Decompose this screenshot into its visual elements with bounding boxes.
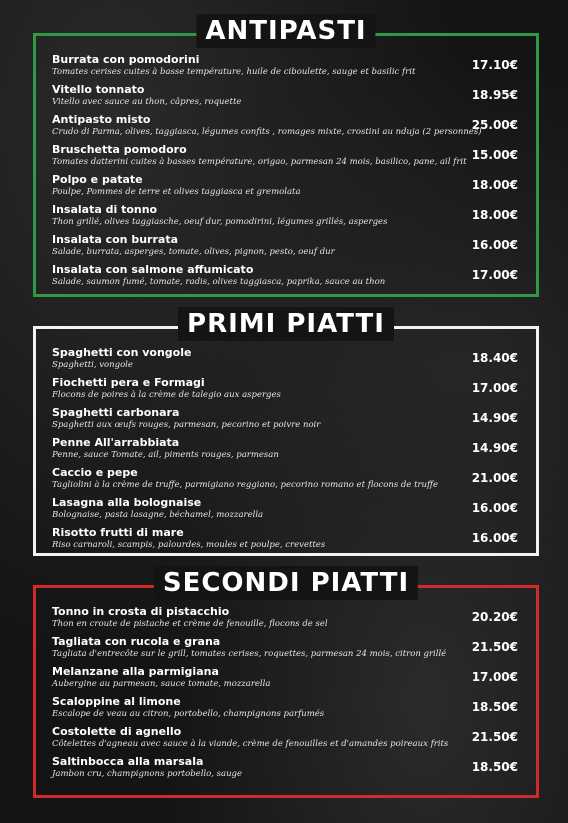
menu-item [52,203,518,233]
item-name: Burrata con pomodorini [52,53,200,66]
item-price: 21.50€ [471,640,518,654]
item-price: 21.00€ [471,471,518,485]
item-description: Penne, sauce Tomate, ail, piments rouges, parmesan [52,450,279,460]
item-description: Aubergine au parmesan, sauce tomate, mozzarella [52,679,271,689]
menu-item [52,526,518,556]
item-price: 17.10€ [471,58,518,72]
item-description: Thon en croute de pistache et crème de fenouille, flocons de sel [52,619,328,629]
item-name: Polpo e patate [52,173,143,186]
item-name: Insalata con burrata [52,233,178,246]
menu-item [52,83,518,113]
item-price: 16.00€ [471,238,518,252]
item-price: 14.90€ [471,411,518,425]
item-name: Melanzane alla parmigiana [52,665,219,678]
item-price: 18.40€ [471,351,518,365]
item-description: Jambon cru, champignons portobello, sauge [52,769,243,779]
item-price: 18.50€ [471,700,518,714]
item-price: 14.90€ [471,441,518,455]
menu-item [52,635,518,665]
item-name: Spaghetti carbonara [52,406,180,419]
item-description: Tomates datterini cuites à basses température, origao, parmesan 24 mois, basilico, pane, ail frit [52,157,467,167]
item-name: Costolette di agnello [52,725,182,738]
item-name: Bruschetta pomodoro [52,143,187,156]
menu-item [52,406,518,436]
menu-item [52,346,518,376]
item-description: Tagliolini à la crème de truffe, parmigiano reggiano, pecorino romano et flocons de truffe [52,480,439,490]
item-price: 18.50€ [471,760,518,774]
menu-item [52,466,518,496]
item-name: Tonno in crosta di pistacchio [52,605,230,618]
item-description: Crudo di Parma, olives, taggiasca, légumes confits , romages mixte, crostini au nduja (2 personnes) [52,127,482,137]
item-name: Insalata con salmone affumicato [52,263,254,276]
item-name: Penne All'arrabbiata [52,436,180,449]
menu-item [52,665,518,695]
item-price: 18.95€ [471,88,518,102]
item-name: Lasagna alla bolognaise [52,496,202,509]
item-name: Insalata di tonno [52,203,158,216]
item-price: 18.00€ [471,178,518,192]
item-description: Bolognaise, pasta lasagne, béchamel, mozzarella [52,510,264,520]
menu-item [52,725,518,755]
item-description: Côtelettes d'agneau avec sauce à la viande, crème de fenouilles et d'amandes poireaux frits [52,739,449,749]
menu-item [52,143,518,173]
item-description: Salade, saumon fumé, tomate, radis, olives taggiasca, paprika, sauce au thon [52,277,386,287]
item-price: 25.00€ [471,118,518,132]
item-description: Poulpe, Pommes de terre et olives taggiasca et gremolata [52,187,301,197]
item-description: Thon grillé, olives taggiasche, oeuf dur, pomodirini, légumes grillés, asperges [52,217,388,227]
item-name: Saltinbocca alla marsala [52,755,204,768]
secondi-piatti-section [33,568,539,798]
menu-item [52,496,518,526]
item-name: Spaghetti con vongole [52,346,192,359]
item-description: Tagliata d'entrecôte sur le grill, tomates cerises, roquettes, parmesan 24 mois, citron grillé [52,649,447,659]
item-price: 15.00€ [471,148,518,162]
item-price: 21.50€ [471,730,518,744]
item-name: Scaloppine al limone [52,695,181,708]
item-price: 17.00€ [471,670,518,684]
menu-item [52,605,518,635]
section-title: ANTIPASTI [196,14,375,48]
section-title: PRIMI PIATTI [178,307,394,341]
item-price: 17.00€ [471,268,518,282]
item-name: Antipasto misto [52,113,151,126]
menu-item [52,233,518,263]
item-description: Escalope de veau au citron, portobello, champignons parfumés [52,709,325,719]
section-title: SECONDI PIATTI [154,566,418,600]
menu-item [52,755,518,785]
menu-item [52,263,518,293]
item-price: 16.00€ [471,531,518,545]
item-description: Flocons de poires à la crème de talegio aux asperges [52,390,281,400]
item-name: Vitello tonnato [52,83,145,96]
item-description: Spaghetti aux œufs rouges, parmesan, pecorino et poivre noir [52,420,321,430]
antipasti-section [33,16,539,297]
item-name: Fiochetti pera e Formagi [52,376,205,389]
menu-item [52,436,518,466]
item-description: Tomates cerises cuites à basse température, huile de ciboulette, sauge et basilic frit [52,67,416,77]
menu-item [52,173,518,203]
item-price: 20.20€ [471,610,518,624]
item-name: Caccio e pepe [52,466,138,479]
item-description: Vitello avec sauce au thon, câpres, roquette [52,97,242,107]
item-price: 18.00€ [471,208,518,222]
item-price: 17.00€ [471,381,518,395]
item-price: 16.00€ [471,501,518,515]
item-description: Riso carnaroli, scampis, palourdes, moules et poulpe, crevettes [52,540,326,550]
menu-item [52,695,518,725]
item-description: Spaghetti, vongole [52,360,133,370]
item-description: Salade, burrata, asperges, tomate, olives, pignon, pesto, oeuf dur [52,247,335,257]
menu-item [52,376,518,406]
menu-item [52,113,518,143]
primi-piatti-section [33,309,539,556]
menu-item [52,53,518,83]
item-name: Risotto frutti di mare [52,526,184,539]
item-name: Tagliata con rucola e grana [52,635,221,648]
